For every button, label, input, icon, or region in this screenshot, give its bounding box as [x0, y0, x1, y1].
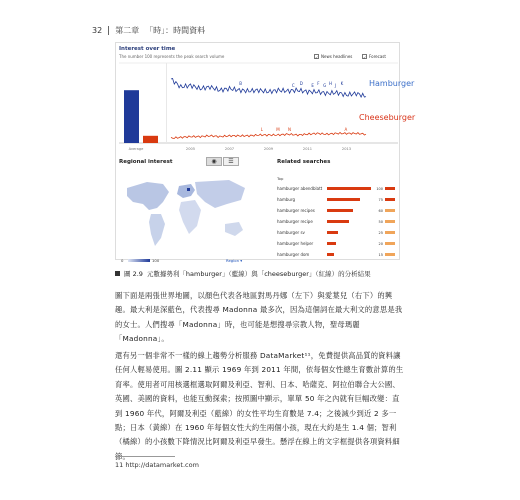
news-marker[interactable]: K	[340, 81, 344, 86]
related-search-term: hamburger abendblatt	[277, 186, 323, 191]
related-search-bar	[327, 253, 334, 256]
map-south-america	[149, 214, 165, 246]
related-search-value: 25	[378, 230, 383, 235]
news-marker[interactable]: G	[323, 83, 327, 88]
average-divider	[166, 63, 167, 143]
check-icon: ✓	[363, 55, 367, 60]
chapter-number: 第二章	[115, 26, 140, 35]
related-search-swatch	[385, 220, 395, 223]
news-marker[interactable]: L	[260, 127, 263, 132]
map-europe	[177, 184, 195, 198]
related-search-swatch	[385, 242, 395, 245]
header-divider	[108, 26, 109, 35]
related-search-row[interactable]	[277, 206, 395, 215]
related-subhead: Top	[277, 176, 284, 181]
map-australia	[225, 222, 243, 236]
news-markers	[239, 81, 347, 132]
average-bar-hamburger	[124, 90, 139, 143]
paragraph-2: 還有另一個非常不一樣的線上趨勢分析服務 DataMarket¹¹，免費提供高品質的資料讓任何人輕易使用。圖 2.11 顯示 1969 年到 2011 年間，依每個女性總生育數計算的生育率。使用者可用核選框選取阿爾及利亞、智利、日本、哈薩克、阿拉伯聯合大公國、英國、美國的資料，也能互動探索；按照圖中顯示，單單 50 年之內就有巨幅改變：直到 1960 年代，阿爾及利亞（藍線）的女性平均生育數是 7.4；之後減少到近 2 多一點；日本（黃線）在 1960 年每個女性大約生兩個小孩，現在大約是生 1.4 個；智利（橘線）的小孩數下降情況比阿爾及利亞早發生。懸浮在線上的文字框提供各項資料細節。	[115, 351, 404, 461]
running-header	[92, 25, 205, 36]
news-marker[interactable]: A	[344, 127, 348, 132]
map-scale-max: 100	[152, 258, 160, 263]
x-tick-label: 2009	[263, 147, 274, 151]
interest-over-time-chart	[116, 61, 401, 156]
series-label-hamburger: Hamburger	[369, 79, 415, 88]
caption-text: 元數據勢利「hamburger」（藍線）與「cheeseburger」（紅線）的分析結果	[146, 270, 371, 278]
series-lines	[171, 79, 366, 139]
map-scale: 0	[121, 258, 124, 263]
footnote: 11 http://datamarket.com	[115, 461, 199, 469]
page-number: 32	[92, 26, 103, 35]
related-search-bar	[327, 242, 336, 245]
related-search-value: 60	[378, 208, 383, 213]
figure-caption	[115, 269, 371, 278]
map-scale-gradient	[128, 259, 150, 262]
check-icon: ✓	[315, 55, 319, 60]
related-search-term: hamburger recipe	[277, 219, 313, 224]
trends-figure	[115, 42, 416, 263]
related-searches-title: Related searches	[277, 159, 331, 165]
news-marker[interactable]: B	[239, 81, 242, 86]
related-search-swatch	[385, 198, 395, 201]
related-search-term: hamburger sv	[277, 230, 305, 235]
related-search-row[interactable]	[277, 239, 395, 248]
caption-label: 圖 2.9	[124, 270, 143, 278]
series-label-cheeseburger: Cheeseburger	[359, 113, 416, 122]
related-search-value: 20	[378, 241, 383, 246]
related-search-term: hamburger recipes	[277, 208, 315, 213]
related-search-swatch	[385, 209, 395, 212]
paragraph-1: 圖下面是兩張世界地圖，以顏色代表各地區對馬丹娜（左下）與愛葉兒（右下）的興趣。最大利是深藍色，代表搜尋 Madonna 最多次，因為這個詞在最大利文的意思是我的女士。人們搜尋「Madonna」時，也可能是想搜尋宗教人物，聖母瑪麗「Madonna」。	[115, 291, 403, 344]
news-marker[interactable]: J	[334, 83, 336, 88]
news-marker[interactable]: F	[317, 81, 320, 86]
globe-icon[interactable]: ◉	[206, 157, 222, 166]
news-marker[interactable]: M	[276, 127, 280, 132]
news-marker[interactable]: D	[299, 81, 303, 86]
x-tick-label: 2007	[224, 147, 235, 151]
x-axis-ticks	[129, 147, 351, 151]
related-search-term: hamburg	[277, 197, 296, 202]
map-view-toggle	[206, 157, 239, 166]
x-tick-label: 2011	[302, 147, 313, 151]
x-tick-label: 2005	[185, 147, 196, 151]
list-view-icon[interactable]: ☰	[223, 157, 239, 166]
series-line-hamburger	[171, 79, 366, 98]
related-search-value: 75	[378, 197, 383, 202]
related-search-row[interactable]	[277, 184, 395, 193]
related-search-row[interactable]	[277, 217, 395, 226]
related-search-bar	[327, 187, 371, 190]
news-headlines-toggle[interactable]: ✓ News headlines	[315, 54, 353, 60]
related-search-term: hamburger helper	[277, 241, 314, 246]
related-search-row[interactable]	[277, 250, 395, 259]
regional-interest-title: Regional interest	[119, 159, 173, 165]
related-search-swatch	[385, 253, 395, 256]
region-link[interactable]: Region ▾	[226, 258, 243, 263]
related-search-term: hamburger dom	[277, 252, 310, 257]
news-marker[interactable]: H	[328, 81, 332, 86]
related-search-bar	[327, 198, 360, 201]
map-north-america	[127, 182, 169, 210]
figure-title: Interest over time	[119, 46, 176, 52]
related-search-bar	[327, 220, 349, 223]
related-search-bar	[327, 231, 338, 234]
series-line-cheeseburger	[171, 132, 366, 138]
related-search-value: 100	[376, 186, 383, 191]
related-search-swatch	[385, 187, 395, 190]
forecast-toggle[interactable]: ✓ Forecast	[363, 54, 386, 60]
average-bars	[124, 90, 158, 143]
related-search-row[interactable]	[277, 195, 395, 204]
related-search-swatch	[385, 231, 395, 234]
news-marker[interactable]: N	[288, 127, 291, 132]
chapter-title: 「時」：時間資料	[145, 26, 206, 35]
figure-subtitle: The number 100 represents the peak search volume	[119, 54, 225, 59]
news-marker[interactable]: E	[311, 83, 314, 88]
related-search-value: 50	[378, 219, 383, 224]
world-map	[119, 174, 254, 254]
news-marker[interactable]: C	[291, 83, 295, 88]
related-search-row[interactable]	[277, 228, 395, 237]
x-tick-label: Average	[128, 147, 144, 151]
map-germany	[187, 188, 190, 191]
related-search-value: 15	[378, 252, 383, 257]
x-tick-label: 2013	[341, 147, 352, 151]
caption-marker	[115, 271, 120, 276]
average-bar-cheeseburger	[143, 136, 158, 143]
map-africa	[179, 200, 201, 234]
map-asia	[195, 180, 245, 208]
related-search-bar	[327, 209, 353, 212]
footnote-divider	[115, 456, 175, 457]
